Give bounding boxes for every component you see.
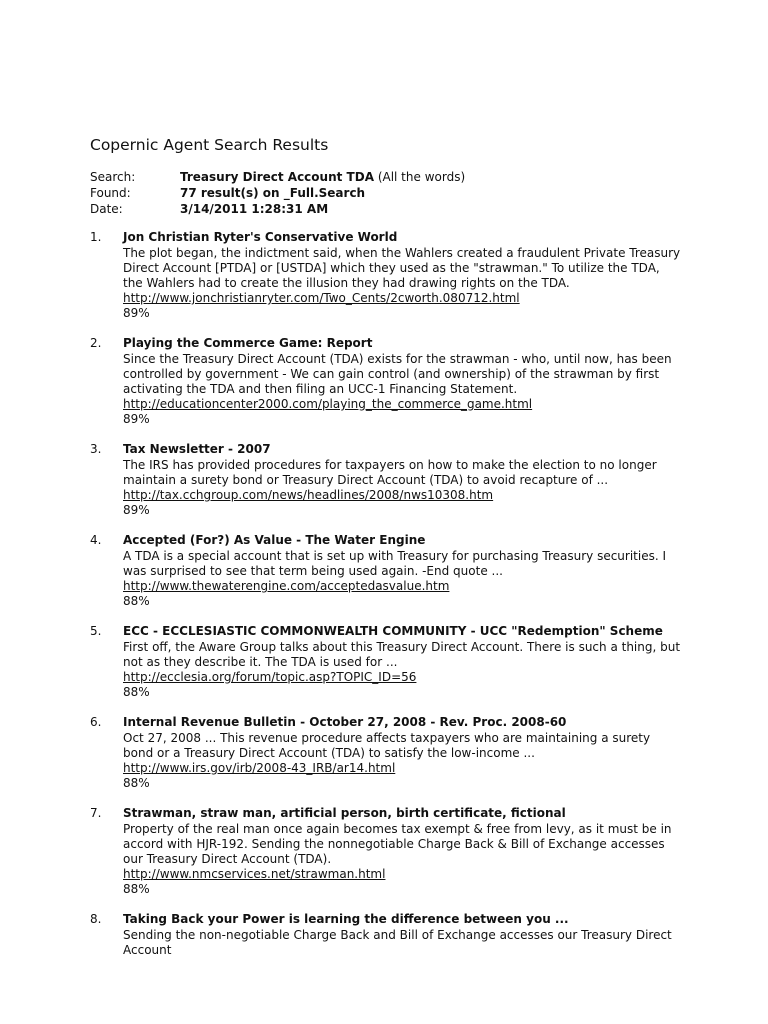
result-snippet: Since the Treasury Direct Account (TDA) exists for the strawman - who, until now, has been controlled by government - We can gain control (and ownership) of the strawman by first activating the TDA and then filing an UCC-1 Financing Statement. xyxy=(123,352,672,396)
result-url-line xyxy=(123,867,683,882)
result-url-line xyxy=(123,761,683,776)
result-title: Jon Christian Ryter's Conservative World xyxy=(123,230,398,244)
results-list xyxy=(90,230,690,973)
result-number: 7. xyxy=(90,806,102,820)
result-body xyxy=(123,624,683,700)
result-item xyxy=(90,624,690,700)
result-relevance-score: 89% xyxy=(123,412,150,426)
result-url-link[interactable]: http://www.irs.gov/irb/2008-43_IRB/ar14.html xyxy=(123,761,396,775)
search-row xyxy=(90,169,465,185)
result-url-line xyxy=(123,579,683,594)
result-body xyxy=(123,442,683,518)
result-item xyxy=(90,230,690,321)
result-title: Taking Back your Power is learning the difference between you ... xyxy=(123,912,569,926)
result-number: 2. xyxy=(90,336,102,350)
result-title: Playing the Commerce Game: Report xyxy=(123,336,373,350)
result-url-link[interactable]: http://www.jonchristianryter.com/Two_Cents/2cworth.080712.html xyxy=(123,291,520,305)
result-title: Tax Newsletter - 2007 xyxy=(123,442,271,456)
result-title: Strawman, straw man, artificial person, birth certificate, fictional xyxy=(123,806,566,820)
result-relevance-score: 89% xyxy=(123,306,150,320)
result-item xyxy=(90,336,690,427)
result-item xyxy=(90,912,690,958)
result-title: Internal Revenue Bulletin - October 27, 2008 - Rev. Proc. 2008-60 xyxy=(123,715,567,729)
result-url-line xyxy=(123,291,683,306)
date-row xyxy=(90,201,465,217)
result-url-link[interactable]: http://www.thewaterengine.com/acceptedasvalue.htm xyxy=(123,579,450,593)
result-relevance-score: 88% xyxy=(123,594,150,608)
result-item xyxy=(90,442,690,518)
result-body xyxy=(123,715,683,791)
found-row xyxy=(90,185,465,201)
date-value: 3/14/2011 1:28:31 AM xyxy=(180,202,329,216)
result-body xyxy=(123,533,683,609)
result-snippet: Oct 27, 2008 ... This revenue procedure affects taxpayers who are maintaining a surety bond or a Treasury Direct Account (TDA) to satisfy the low-income ... xyxy=(123,731,651,760)
search-label: Search: xyxy=(90,170,136,184)
found-label: Found: xyxy=(90,186,131,200)
result-snippet: A TDA is a special account that is set up with Treasury for purchasing Treasury securities. I was surprised to see that term being used again. -End quote ... xyxy=(123,549,667,578)
search-mode: (All the words) xyxy=(377,170,466,184)
page-title: Copernic Agent Search Results xyxy=(90,136,329,154)
result-body xyxy=(123,912,683,958)
result-relevance-score: 88% xyxy=(123,776,150,790)
date-label: Date: xyxy=(90,202,123,216)
result-relevance-score: 89% xyxy=(123,503,150,517)
result-item xyxy=(90,533,690,609)
result-number: 5. xyxy=(90,624,102,638)
result-title: Accepted (For?) As Value - The Water Engine xyxy=(123,533,426,547)
result-url-line xyxy=(123,397,683,412)
result-relevance-score: 88% xyxy=(123,685,150,699)
result-snippet: The plot began, the indictment said, when the Wahlers created a fraudulent Private Treasury Direct Account [PTDA] or [USTDA] which they used as the "strawman." To utilize the TDA, the Wahlers had to create the illusion they had drawing rights on the TDA. xyxy=(123,246,681,290)
result-relevance-score: 88% xyxy=(123,882,150,896)
result-body xyxy=(123,806,683,897)
result-number: 6. xyxy=(90,715,102,729)
result-url-link[interactable]: http://tax.cchgroup.com/news/headlines/2008/nws10308.htm xyxy=(123,488,494,502)
result-url-link[interactable]: http://www.nmcservices.net/strawman.html xyxy=(123,867,386,881)
result-body xyxy=(123,336,683,427)
result-item xyxy=(90,715,690,791)
search-metadata xyxy=(90,169,465,217)
result-snippet: Sending the non-negotiable Charge Back and Bill of Exchange accesses our Treasury Direct Account xyxy=(123,928,672,957)
found-value: 77 result(s) on _Full.Search xyxy=(180,186,366,200)
result-snippet: First off, the Aware Group talks about this Treasury Direct Account. There is such a thing, but not as they describe it. The TDA is used for ... xyxy=(123,640,681,669)
search-query: Treasury Direct Account TDA xyxy=(180,170,374,184)
result-title: ECC - ECCLESIASTIC COMMONWEALTH COMMUNITY - UCC "Redemption" Scheme xyxy=(123,624,663,638)
result-url-link[interactable]: http://ecclesia.org/forum/topic.asp?TOPIC_ID=56 xyxy=(123,670,417,684)
result-snippet: Property of the real man once again becomes tax exempt & free from levy, as it must be in accord with HJR-192. Sending the nonnegotiable Charge Back & Bill of Exchange accesses our Treasury Direct Account (TDA). xyxy=(123,822,672,866)
result-url-line xyxy=(123,670,683,685)
result-url-line xyxy=(123,488,683,503)
result-number: 1. xyxy=(90,230,102,244)
result-number: 3. xyxy=(90,442,102,456)
result-item xyxy=(90,806,690,897)
result-body xyxy=(123,230,683,321)
result-snippet: The IRS has provided procedures for taxpayers on how to make the election to no longer maintain a surety bond or Treasury Direct Account (TDA) to avoid recapture of ... xyxy=(123,458,657,487)
result-number: 8. xyxy=(90,912,102,926)
result-number: 4. xyxy=(90,533,102,547)
result-url-link[interactable]: http://educationcenter2000.com/playing_the_commerce_game.html xyxy=(123,397,533,411)
search-query-line xyxy=(180,169,465,185)
